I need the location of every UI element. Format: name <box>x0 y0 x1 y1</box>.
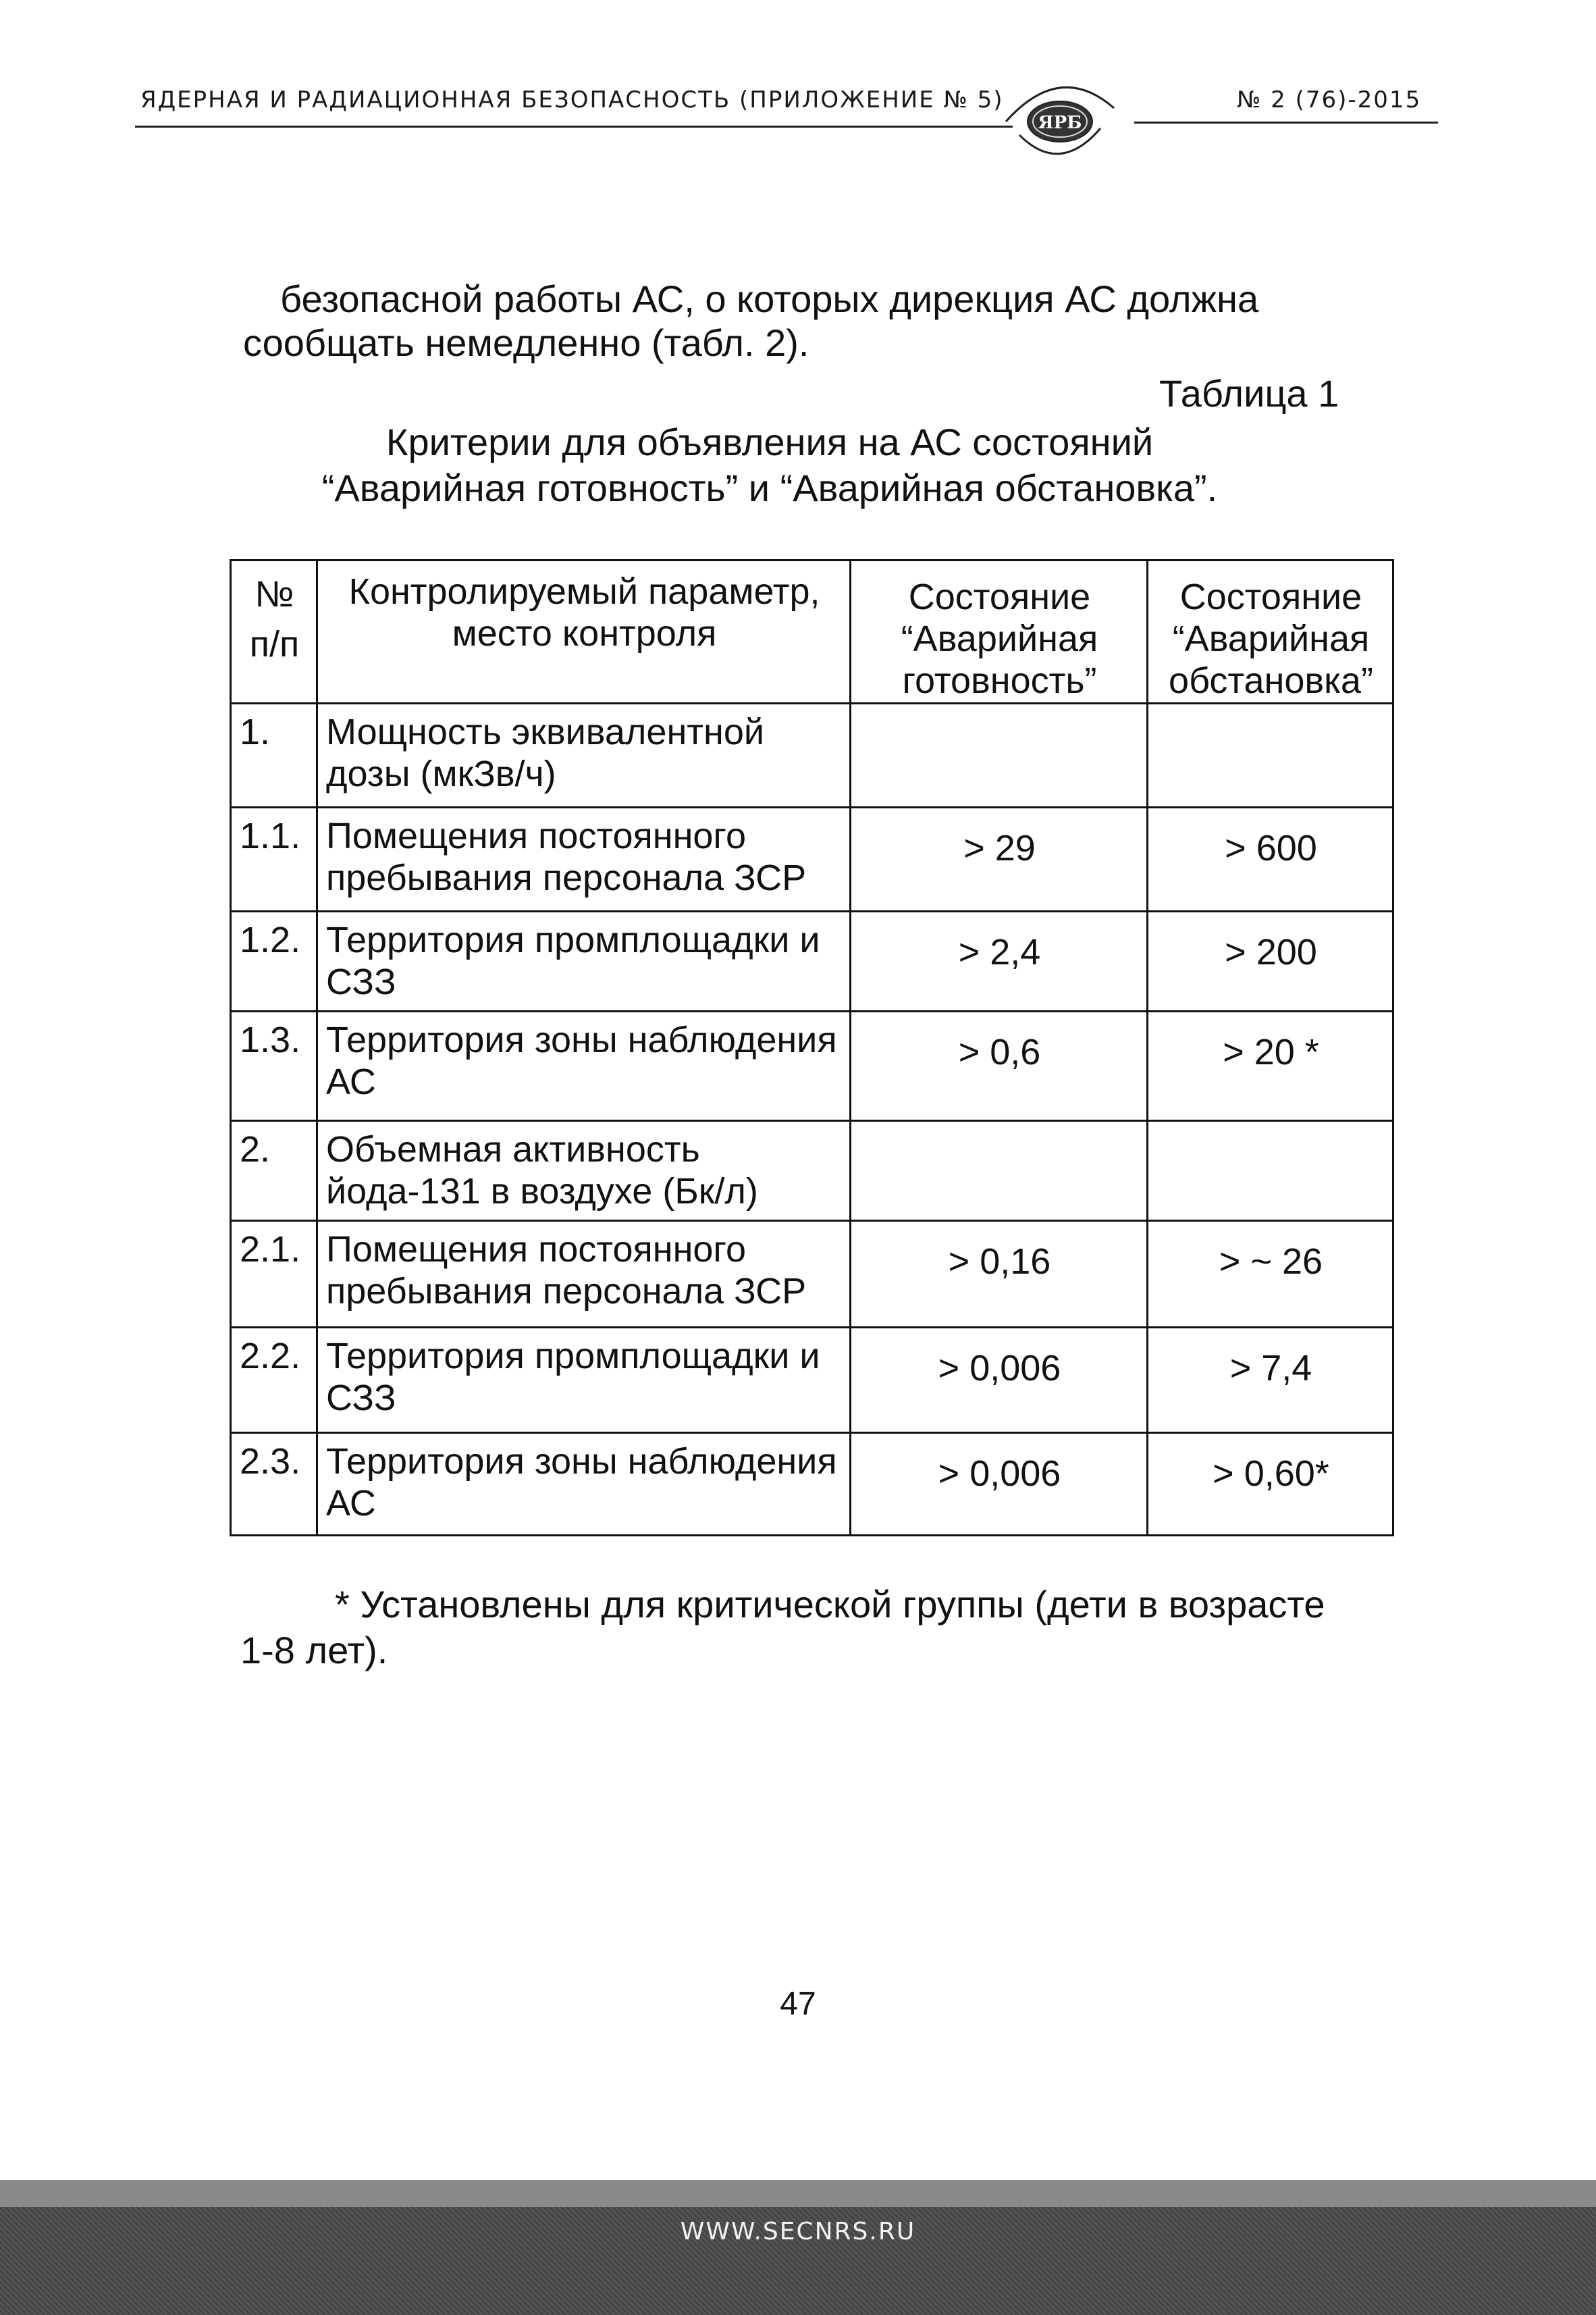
row-num: 1. <box>231 704 317 808</box>
table-row <box>231 704 1393 808</box>
row-emergency-value: > 200 <box>1148 912 1393 1012</box>
row-num: 2.1. <box>231 1221 317 1328</box>
row-emergency-value: > 7,4 <box>1148 1328 1393 1433</box>
criteria-table <box>230 559 1394 1536</box>
page-number: 47 <box>780 1986 816 2022</box>
row-param: Мощность эквивалентной дозы (мкЗв/ч) <box>317 704 851 808</box>
header-ready <box>851 561 1148 704</box>
row-num: 1.3. <box>231 1012 317 1121</box>
row-num: 2.3. <box>231 1433 317 1536</box>
logo-text: ЯРБ <box>1038 113 1082 133</box>
row-emergency-value: > 20 * <box>1148 1012 1393 1121</box>
row-param: Территория зоны наблюдения АС <box>317 1012 851 1121</box>
row-emergency-value <box>1148 1121 1393 1221</box>
footer-band-top <box>0 2180 1596 2207</box>
footnote-line-2: 1-8 лет). <box>240 1629 388 1671</box>
row-num: 2. <box>231 1121 317 1221</box>
row-num: 1.2. <box>231 912 317 1012</box>
row-param: Территория зоны наблюдения АС <box>317 1433 851 1536</box>
row-ready-value: > 0,006 <box>851 1328 1148 1433</box>
header-emergency <box>1148 561 1393 704</box>
table-caption-line-2: “Аварийная готовность” и “Аварийная обстановка”. <box>321 467 1218 509</box>
header-ready-line-2: “Аварийная <box>901 619 1098 659</box>
table-row <box>231 1012 1393 1121</box>
row-ready-value: > 0,16 <box>851 1221 1148 1328</box>
header-ready-line-3: готовность” <box>902 660 1097 701</box>
row-ready-value: > 0,006 <box>851 1433 1148 1536</box>
table-row <box>231 912 1393 1012</box>
header-ready-line-1: Состояние <box>908 577 1091 617</box>
row-param: Объемная активность йода-131 в воздухе (Бк/л) <box>317 1121 851 1221</box>
table-row <box>231 808 1393 912</box>
row-emergency-value: > ~ 26 <box>1148 1221 1393 1328</box>
table-row <box>231 1328 1393 1433</box>
table-row <box>231 1221 1393 1328</box>
header-param-line-1: Контролируемый параметр, <box>348 571 820 612</box>
header-num <box>231 561 317 704</box>
table-row <box>231 1433 1393 1536</box>
row-num: 1.1. <box>231 808 317 912</box>
row-ready-value <box>851 704 1148 808</box>
header-num-line-1: № <box>255 574 294 615</box>
intro-line-1: безопасной работы АС, о которых дирекция АС должна <box>280 278 1259 320</box>
row-emergency-value: > 0,60* <box>1148 1433 1393 1536</box>
row-ready-value: > 0,6 <box>851 1012 1148 1121</box>
issue-number: № 2 (76)-2015 <box>1237 86 1422 113</box>
header-emergency-line-3: обстановка” <box>1169 660 1373 701</box>
row-num: 2.2. <box>231 1328 317 1433</box>
row-emergency-value <box>1148 704 1393 808</box>
row-param: Территория промплощадки и СЗЗ <box>317 912 851 1012</box>
journal-title: ЯДЕРНАЯ И РАДИАЦИОННАЯ БЕЗОПАСНОСТЬ (ПРИЛОЖЕНИЕ № 5) <box>140 86 1004 113</box>
header-emergency-line-1: Состояние <box>1179 577 1362 617</box>
table-caption-line-1: Критерии для объявления на АС состояний <box>385 421 1154 463</box>
header-divider-left <box>135 126 1013 128</box>
table-number: Таблица 1 <box>1159 372 1339 415</box>
header-num-line-2: п/п <box>249 624 300 665</box>
header-param-line-2: место контроля <box>452 613 717 654</box>
header-divider-right <box>1134 122 1438 124</box>
row-param: Территория промплощадки и СЗЗ <box>317 1328 851 1433</box>
table-header-row <box>231 561 1393 704</box>
journal-logo-icon <box>992 68 1127 162</box>
footnote-line-1: * Установлены для критической группы (дети в возрасте <box>335 1583 1325 1625</box>
header-param <box>317 561 851 704</box>
intro-line-2: сообщать немедленно (табл. 2). <box>243 321 809 364</box>
footer-website-link[interactable]: WWW.SECNRS.RU <box>680 2218 916 2245</box>
row-ready-value <box>851 1121 1148 1221</box>
row-param: Помещения постоянного пребывания персонала ЗСР <box>317 1221 851 1328</box>
row-ready-value: > 2,4 <box>851 912 1148 1012</box>
header-emergency-line-2: “Аварийная <box>1172 619 1370 659</box>
row-ready-value: > 29 <box>851 808 1148 912</box>
row-emergency-value: > 600 <box>1148 808 1393 912</box>
row-param: Помещения постоянного пребывания персонала ЗСР <box>317 808 851 912</box>
table-row <box>231 1121 1393 1221</box>
